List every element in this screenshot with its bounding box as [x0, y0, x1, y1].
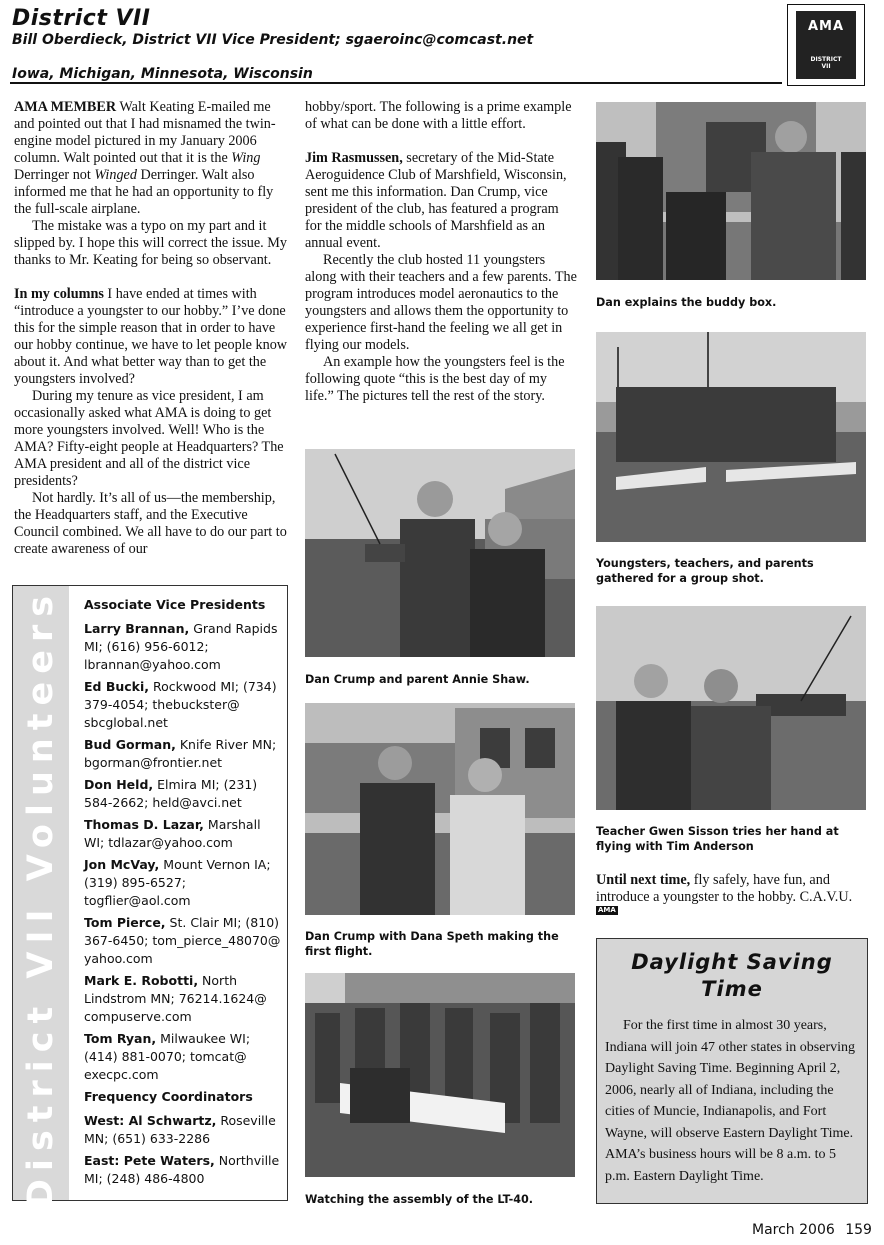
text: fly safely, have fun, and introduce a youngster to the hobby. C.A.V.U. [596, 872, 853, 905]
volunteer-name: Mark E. Robotti, [84, 973, 199, 988]
coordinator-entry [84, 1152, 282, 1188]
byline: Bill Oberdieck, District VII Vice President; sgaeroinc@comcast.net [12, 32, 534, 48]
issue-date: March 2006 [752, 1222, 835, 1238]
logo-district-text [796, 56, 856, 70]
column-1 [14, 99, 288, 558]
text: secretary of the Mid-State Aeroguidence Club of Marshfield, Wisconsin, sent me this information. Dan Crump, vice president of the club, has featured a program for the middle schools of Marshfield as an annual event. [305, 150, 567, 251]
paragraph: Not hardly. It’s all of us—the membership, the Headquarters staff, and the Executive Council combined. We all have to do our part to create awareness of our [14, 490, 287, 557]
photo-dan-and-annie [305, 449, 575, 657]
photo-lt40-assembly [305, 973, 575, 1177]
volunteer-name: Don Held, [84, 777, 154, 792]
volunteer-entry [84, 856, 282, 910]
photo-gwen-and-tim [596, 606, 866, 810]
logo-ama-text: AMA [807, 19, 845, 34]
closing-text [596, 872, 868, 923]
page-footer [752, 1222, 872, 1238]
volunteer-name: Bud Gorman, [84, 737, 176, 752]
text: Derringer not [14, 167, 95, 183]
coordinator-contact: Roseville MN; (651) 633-2286 [84, 1113, 276, 1146]
logo-district-number: VII [821, 63, 831, 70]
volunteers-box [12, 585, 288, 1209]
text: Walt Keating E-mailed me and pointed out that I had misnamed the twin-engine model pictured in my January 2006 column. Walt pointed out that it is the [14, 99, 276, 166]
ama-district-logo-mark [796, 11, 856, 79]
logo-district-label: DISTRICT [810, 56, 842, 63]
volunteer-contact: Marshall WI; tdlazar@yahoo.com [84, 817, 261, 850]
caption-photo-1: Dan Crump and parent Annie Shaw. [305, 673, 530, 686]
volunteer-contact: Milwaukee WI; (414) 881-0070; tomcat@ execpc.com [84, 1031, 251, 1082]
text-italic: Wing [231, 150, 261, 166]
volunteer-entry [84, 972, 282, 1026]
district-logo [787, 4, 865, 86]
volunteer-entry [84, 736, 282, 772]
daylight-saving-box [596, 938, 868, 1204]
lead-in: Jim Rasmussen, [305, 150, 403, 166]
caption-photo-6: Teacher Gwen Sisson tries her hand at flying with Tim Anderson [596, 825, 839, 853]
paragraph: During my tenure as vice president, I am occasionally asked what AMA is doing to get more youngsters involved. Well! Who is the AMA? Fifty-eight people at Headquarters? The AMA president and all of the district vice presidents? [14, 388, 284, 489]
paragraph: For the first time in almost 30 years, Indiana will join 47 other states in observing Daylight Saving Time. Beginning April 2, 2006, nearly all of Indiana, including the cities of Muncie, Indianapolis, and Fort Wayne, will observe Eastern Daylight Time. AMA’s business hours will be 8 a.m. to 5 p.m. Eastern Daylight Time. [605, 1018, 856, 1184]
volunteer-entry [84, 816, 282, 852]
volunteer-name: Jon McVay, [84, 857, 160, 872]
volunteer-contact: Mount Vernon IA; (319) 895-6527; togflier@aol.com [84, 857, 271, 908]
volunteer-name: Thomas D. Lazar, [84, 817, 204, 832]
photo-buddy-box [596, 102, 866, 280]
volunteer-contact: Elmira MI; (231) 584-2662; held@avci.net [84, 777, 258, 810]
paragraph [14, 286, 288, 388]
coordinator-name: East: Pete Waters, [84, 1153, 215, 1168]
volunteer-name: Larry Brannan, [84, 621, 190, 636]
lead-in: Until next time, [596, 872, 691, 888]
volunteer-entry [84, 1030, 282, 1084]
volunteer-contact: Rockwood MI; (734) 379-4054; thebuckster@ sbcglobal.net [84, 679, 277, 730]
paragraph [14, 99, 288, 218]
ama-mark-icon: AMA [598, 906, 616, 915]
daylight-saving-body [605, 1015, 859, 1187]
district-states: Iowa, Michigan, Minnesota, Wisconsin [12, 66, 313, 82]
text: I have ended at times with “introduce a youngster to our hobby.” I’ve done this for the simple reason that in order to have our hobby continue, we have to let people know about it. And what better way than to get the youngsters involved? [14, 286, 288, 387]
text-italic: Winged [94, 167, 137, 183]
volunteer-entry [84, 776, 282, 812]
coordinator-name: West: Al Schwartz, [84, 1113, 217, 1128]
paragraph: An example how the youngsters feel is the following quote “this is the best day of my life.” The pictures tell the rest of the story. [305, 354, 565, 404]
page-title: District VII [12, 6, 151, 31]
volunteer-entry [84, 620, 282, 674]
column-2 [305, 99, 577, 405]
frequency-heading: Frequency Coordinators [84, 1089, 253, 1104]
volunteer-contact: St. Clair MI; (810) 367-6450; tom_pierce_48070@ yahoo.com [84, 915, 281, 966]
photo-group-shot [596, 332, 866, 542]
lead-in: AMA MEMBER [14, 99, 117, 115]
volunteer-entry [84, 914, 282, 968]
volunteers-list [84, 596, 282, 1192]
caption-photo-3: Watching the assembly of the LT-40. [305, 1193, 534, 1206]
coordinator-entry [84, 1112, 282, 1148]
volunteer-contact: Grand Rapids MI; (616) 956-6012; lbrannan@yahoo.com [84, 621, 278, 672]
paragraph: Recently the club hosted 11 youngsters along with their teachers and a few parents. The program introduces model aeronautics to the youngsters and allows them the opportunity to experience first-hand the feeling we all get in flying our models. [305, 252, 577, 353]
volunteers-sidebar-title: District VII Volunteers [21, 587, 61, 1209]
coordinator-contact: Northville MI; (248) 486-4800 [84, 1153, 280, 1186]
photo-dan-and-dana [305, 703, 575, 915]
caption-photo-2: Dan Crump with Dana Speth making the first flight. [305, 930, 559, 958]
daylight-saving-title: Daylight Saving Time [631, 950, 833, 1001]
avp-heading: Associate Vice Presidents [84, 597, 266, 612]
lead-in: In my columns [14, 286, 104, 302]
volunteer-entry [84, 678, 282, 732]
paragraph [305, 150, 577, 252]
paragraph [596, 872, 868, 923]
text: Derringer. Walt also informed me that he had an opportunity to fly the full-scale airplane. [14, 167, 274, 217]
volunteer-contact: Knife River MN; bgorman@frontier.net [84, 737, 277, 770]
volunteer-name: Tom Pierce, [84, 915, 166, 930]
volunteer-contact: North Lindstrom MN; 76214.1624@ compuserve.com [84, 973, 267, 1024]
volunteers-sidebar [13, 586, 69, 1209]
paragraph: hobby/sport. The following is a prime example of what can be done with a little effort. [305, 99, 572, 132]
caption-photo-4: Dan explains the buddy box. [596, 296, 777, 309]
header-rule [10, 82, 782, 84]
volunteer-name: Ed Bucki, [84, 679, 150, 694]
volunteer-name: Tom Ryan, [84, 1031, 157, 1046]
caption-photo-5: Youngsters, teachers, and parents gathered for a group shot. [596, 557, 814, 585]
page-number: 159 [845, 1222, 872, 1238]
paragraph: The mistake was a typo on my part and it slipped by. I hope this will correct the issue. My thanks to Mr. Keating for being so observant. [14, 218, 287, 268]
